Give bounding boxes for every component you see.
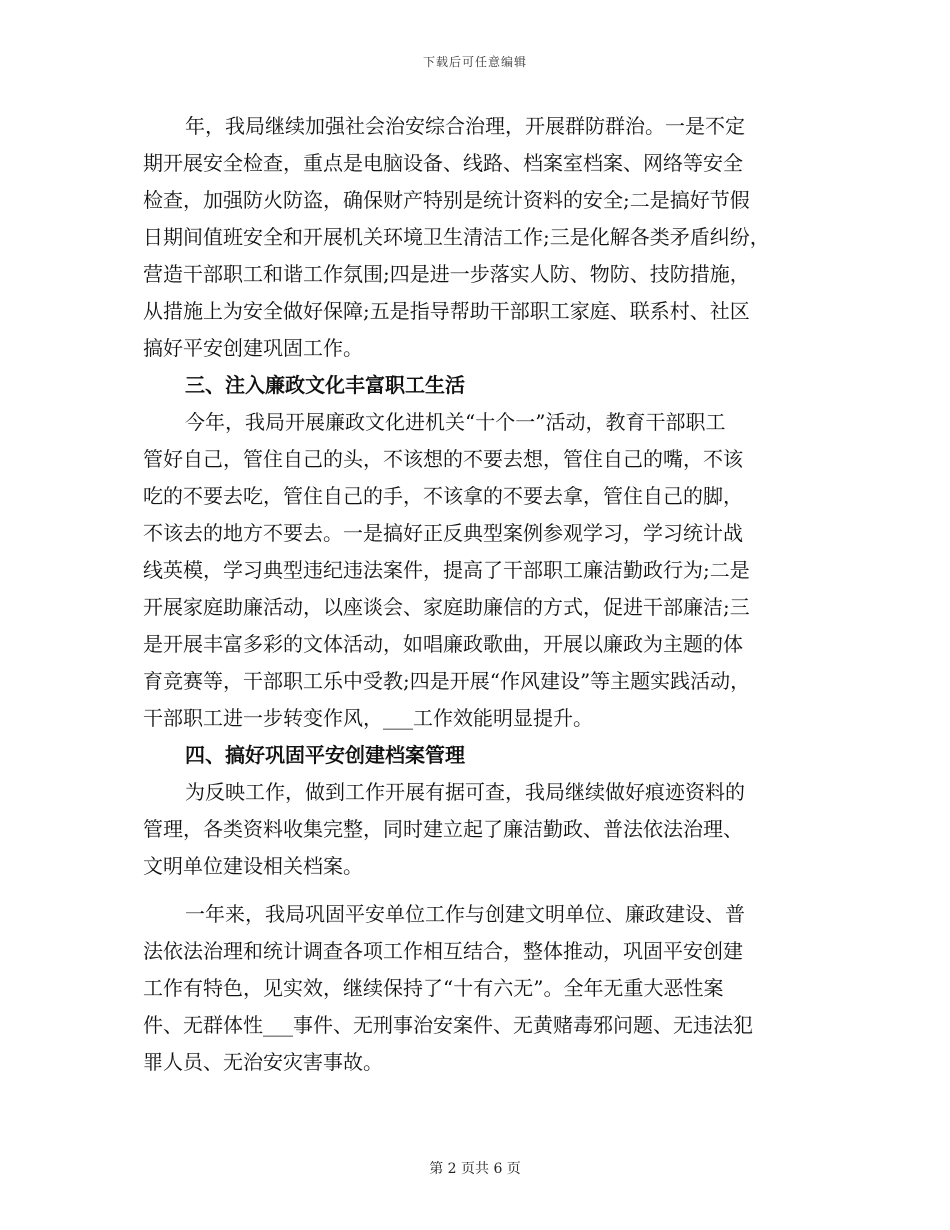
text-line: 一年来，我局巩固平安单位工作与创建文明单位、廉政建设、普 — [185, 902, 745, 926]
text-line: 罪人员、无治安灾害事故。 — [143, 1050, 383, 1074]
document-body — [143, 108, 811, 1081]
page-header: 下载后可任意编辑 — [422, 55, 527, 69]
text-line: 吃的不要去吃，管住自己的手，不该拿的不要去拿，管住自己的脚， — [143, 484, 743, 508]
text-line: 日期间值班安全和开展机关环境卫生清洁工作;三是化解各类矛盾纠纷， — [143, 225, 770, 249]
text-line: 今年，我局开展廉政文化进机关“十个一”活动，教育干部职工 — [185, 410, 726, 434]
text-line: 年，我局继续加强社会治安综合治理，开展群防群治。一是不定 — [185, 114, 745, 138]
text-line: 管理，各类资料收集完整，同时建立起了廉洁勤政、普法依法治理、 — [143, 817, 743, 841]
text-line: 为反映工作，做到工作开展有据可查，我局继续做好痕迹资料的 — [185, 780, 745, 804]
text-line: 法依法治理和统计调查各项工作相互结合，整体推动，巩固平安创建 — [143, 939, 743, 963]
text-line: 干部职工进一步转变作风，___工作效能明显提升。 — [143, 706, 593, 730]
text-line: 件、无群体性___事件、无刑事治安案件、无黄赌毒邪问题、无违法犯 — [143, 1013, 753, 1037]
text-line: 检查，加强防火防盗，确保财产特别是统计资料的安全;二是搞好节假 — [143, 188, 750, 212]
text-line: 文明单位建设相关档案。 — [143, 854, 363, 878]
paragraph-gap — [143, 885, 811, 896]
section-heading: 三、注入廉政文化丰富职工生活 — [185, 373, 465, 397]
text-line: 搞好平安创建巩固工作。 — [143, 336, 363, 360]
text-line: 是开展丰富多彩的文体活动，如唱廉政歌曲，开展以廉政为主题的体 — [143, 632, 743, 656]
page-number: 第 2 页共 6 页 — [429, 1161, 521, 1177]
text-line: 营造干部职工和谐工作氛围;四是进一步落实人防、物防、技防措施， — [143, 262, 750, 286]
text-line: 期开展安全检查，重点是电脑设备、线路、档案室档案、网络等安全 — [143, 151, 743, 175]
text-line: 管好自己，管住自己的头，不该想的不要去想，管住自己的嘴，不该 — [143, 447, 743, 471]
section-heading: 四、搞好巩固平安创建档案管理 — [185, 743, 465, 767]
text-line: 工作有特色，见实效，继续保持了“十有六无”。全年无重大恶性案 — [143, 976, 724, 1000]
text-line: 不该去的地方不要去。一是搞好正反典型案例参观学习，学习统计战 — [143, 521, 743, 545]
text-line: 从措施上为安全做好保障;五是指导帮助干部职工家庭、联系村、社区 — [143, 299, 750, 323]
text-line: 开展家庭助廉活动，以座谈会、家庭助廉信的方式，促进干部廉洁;三 — [143, 595, 750, 619]
text-line: 线英模，学习典型违纪违法案件，提高了干部职工廉洁勤政行为;二是 — [143, 558, 750, 582]
text-line: 育竞赛等，干部职工乐中受教;四是开展“作风建设”等主题实践活动， — [143, 669, 751, 693]
